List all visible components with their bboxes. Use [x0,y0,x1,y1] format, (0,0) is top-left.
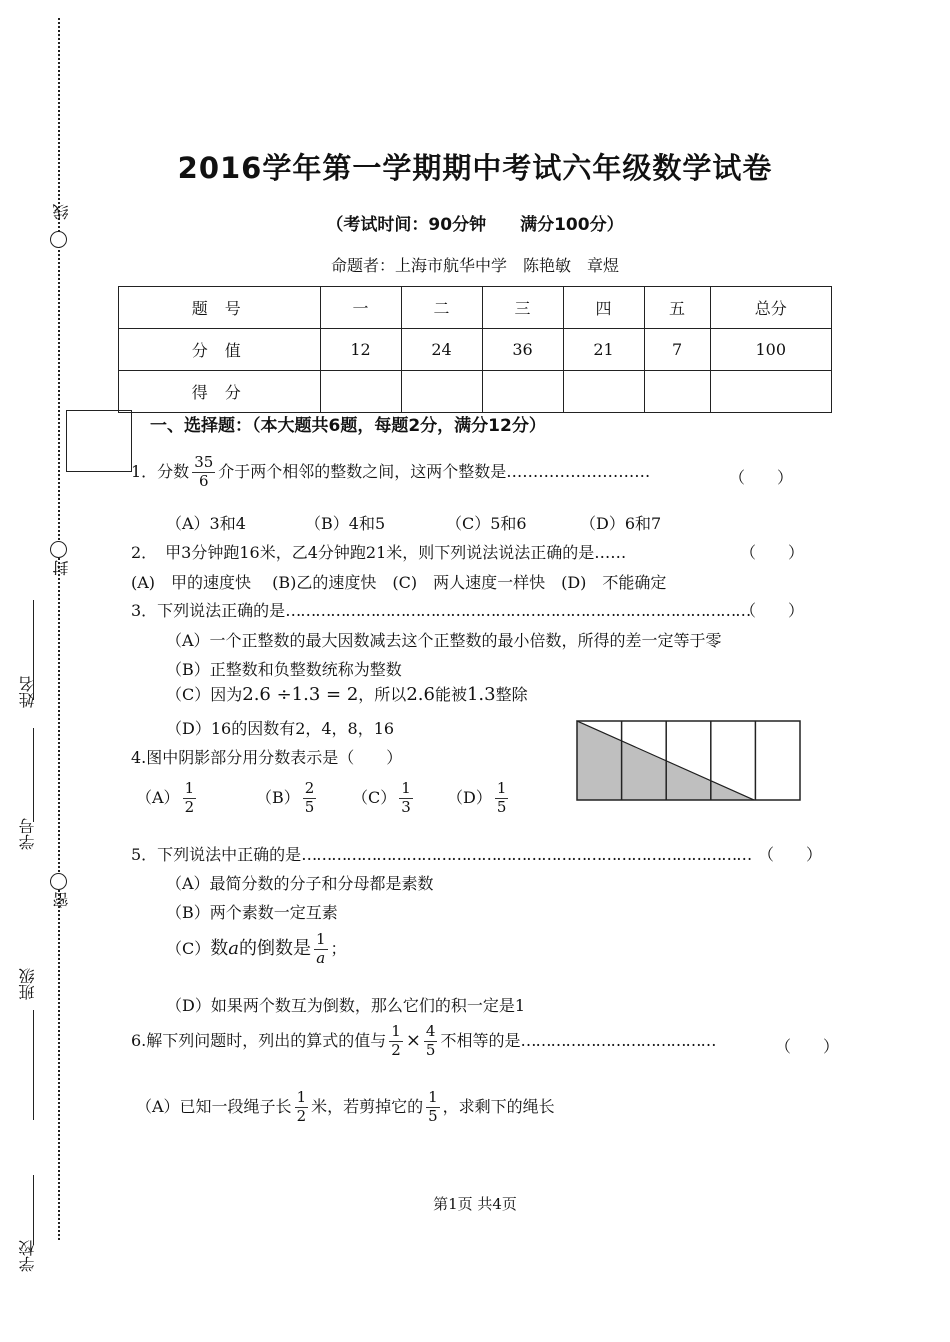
q2-options[interactable]: (A) 甲的速度快 (B)乙的速度快 (C) 两人速度一样快 (D) 不能确定 [131,573,667,592]
table-cell: 36 [482,329,563,371]
q4-option-c[interactable]: （C） $\frac{1}{3}$ [352,779,411,816]
q2-answer-bracket[interactable]: （ ） [740,543,805,562]
score-table [118,286,832,413]
score-table-row [119,329,832,371]
fraction: $\frac{35}{6}$ [194,453,214,490]
question-1 [131,455,650,490]
q1-option-b[interactable]: （B）4和5 [305,514,386,533]
table-cell: 四 [563,287,644,329]
class-field-label: 班级 [18,968,37,1000]
seal-circle-middle [50,541,67,558]
fraction: $\frac{1}{2}$ [391,1022,401,1059]
section-score-box[interactable] [66,410,132,472]
score-input-cell[interactable] [710,371,831,413]
seal-char-line: 线 [52,204,71,220]
table-cell: 24 [401,329,482,371]
q4-option-d[interactable]: （D） $\frac{1}{5}$ [447,779,507,816]
score-input-cell[interactable] [563,371,644,413]
question-6: 6.解下列问题时，列出的算式的值与 $\frac{1}{2}$ × $\frac{4}{5}$ 不相等的是………………………………… [131,1022,716,1059]
q1-dots: ……………………… [506,461,651,481]
fraction: $\frac{1}{5}$ [496,779,507,816]
q5-option-b[interactable]: （B）两个素数一定互素 [166,903,338,922]
q3-dots: ………………………………………………………………………………… [285,601,751,620]
name-field-label: 姓名 [18,676,37,708]
q6-answer-bracket[interactable]: （ ） [775,1037,840,1056]
fraction: $\frac{1}{a}$ [315,930,326,967]
fraction: $\frac{2}{5}$ [304,779,315,816]
q5-option-d[interactable]: （D）如果两个数互为倒数，那么它们的积一定是1 [166,996,526,1015]
table-cell: 21 [563,329,644,371]
school-field-label: 学校 [18,1240,37,1272]
q6-option-a[interactable]: （A）已知一段绳子长 $\frac{1}{2}$ 米，若剪掉它的 $\frac{1}{5}$ ，求剩下的绳长 [136,1088,555,1125]
table-cell: 7 [644,329,710,371]
table-cell: 五 [644,287,710,329]
question-3 [131,598,750,621]
seal-char-seal: 封 [52,560,71,576]
class-field-line[interactable] [33,1010,34,1120]
q3-text: 3．下列说法正确的是 [131,601,286,620]
fraction: $\frac{1}{2}$ [296,1088,307,1125]
q3-option-c[interactable]: （C）因为2.6 ÷1.3 = 2，所以2.6能被1.3整除 [166,684,528,705]
fraction: $\frac{1}{5}$ [428,1088,438,1125]
q4-option-a[interactable]: （A） $\frac{1}{2}$ [136,779,195,816]
question-5: 5．下列说法中正确的是……………………………………………………………………………… [131,845,752,864]
id-field-label: 学号 [18,818,37,850]
q1-option-a[interactable]: （A）3和4 [166,514,246,533]
fraction: $\frac{4}{5}$ [425,1022,436,1059]
seal-circle-bottom [50,873,67,890]
table-cell: 分 值 [119,329,321,371]
q3-option-b[interactable]: （B）正整数和负整数统称为整数 [166,660,402,679]
table-cell: 得 分 [119,371,321,413]
table-cell: 三 [482,287,563,329]
question-4: 4.图中阴影部分用分数表示是（ ） [131,748,403,767]
score-input-cell[interactable] [644,371,710,413]
table-cell: 12 [320,329,401,371]
binding-dotted-line [58,18,60,1240]
q3-option-a[interactable]: （A）一个正整数的最大因数减去这个正整数的最小倍数，所得的差一定等于零 [166,631,722,650]
question-2: 2． 甲3分钟跑16米，乙4分钟跑21米，则下列说法说法正确的是…… [131,543,627,562]
exam-subtitle: （考试时间：90分钟 满分100分） [326,215,624,235]
q4-option-b[interactable]: （B） $\frac{2}{5}$ [256,779,315,816]
q5-answer-bracket[interactable]: （ ） [758,845,823,864]
page-number: 第1页 共4页 [433,1195,517,1213]
table-cell: 题 号 [119,287,321,329]
id-field-line[interactable] [33,728,34,822]
table-cell: 总分 [710,287,831,329]
section-heading: 一、选择题：（本大题共6题，每题2分，满分12分） [150,416,546,436]
q1-option-d[interactable]: （D）6和7 [580,514,662,533]
table-cell: 100 [710,329,831,371]
score-input-cell[interactable] [482,371,563,413]
score-table-row [119,287,832,329]
table-cell: 一 [320,287,401,329]
score-table-row [119,371,832,413]
q3-option-c-expr: 2.6 ÷1.3 = 2 [242,684,359,705]
q1-suffix: 介于两个相邻的整数之间，这两个整数是 [218,461,507,481]
page-title: 2016学年第一学期期中考试六年级数学试卷 [177,151,773,185]
q5-option-c[interactable]: （C）数a的倒数是 $\frac{1}{a}$ ； [166,930,347,967]
fraction: $\frac{1}{2}$ [184,779,195,816]
q1-answer-bracket[interactable]: （ ） [729,468,794,487]
q3-option-d[interactable]: （D）16的因数有2，4，8，16 [166,719,395,738]
q5-option-a[interactable]: （A）最简分数的分子和分母都是素数 [166,874,434,893]
fraction: $\frac{1}{3}$ [401,779,411,816]
q4-shaded-rectangle-figure [576,720,802,802]
q3-answer-bracket[interactable]: （ ） [740,601,805,620]
q1-option-c[interactable]: （C）5和6 [446,514,527,533]
table-cell: 二 [401,287,482,329]
score-input-cell[interactable] [320,371,401,413]
q1-prefix: 1．分数 [131,461,190,481]
exam-author: 命题者：上海市航华中学 陈艳敏 章煜 [330,256,619,275]
score-input-cell[interactable] [401,371,482,413]
seal-char-secret: 密 [52,892,71,908]
